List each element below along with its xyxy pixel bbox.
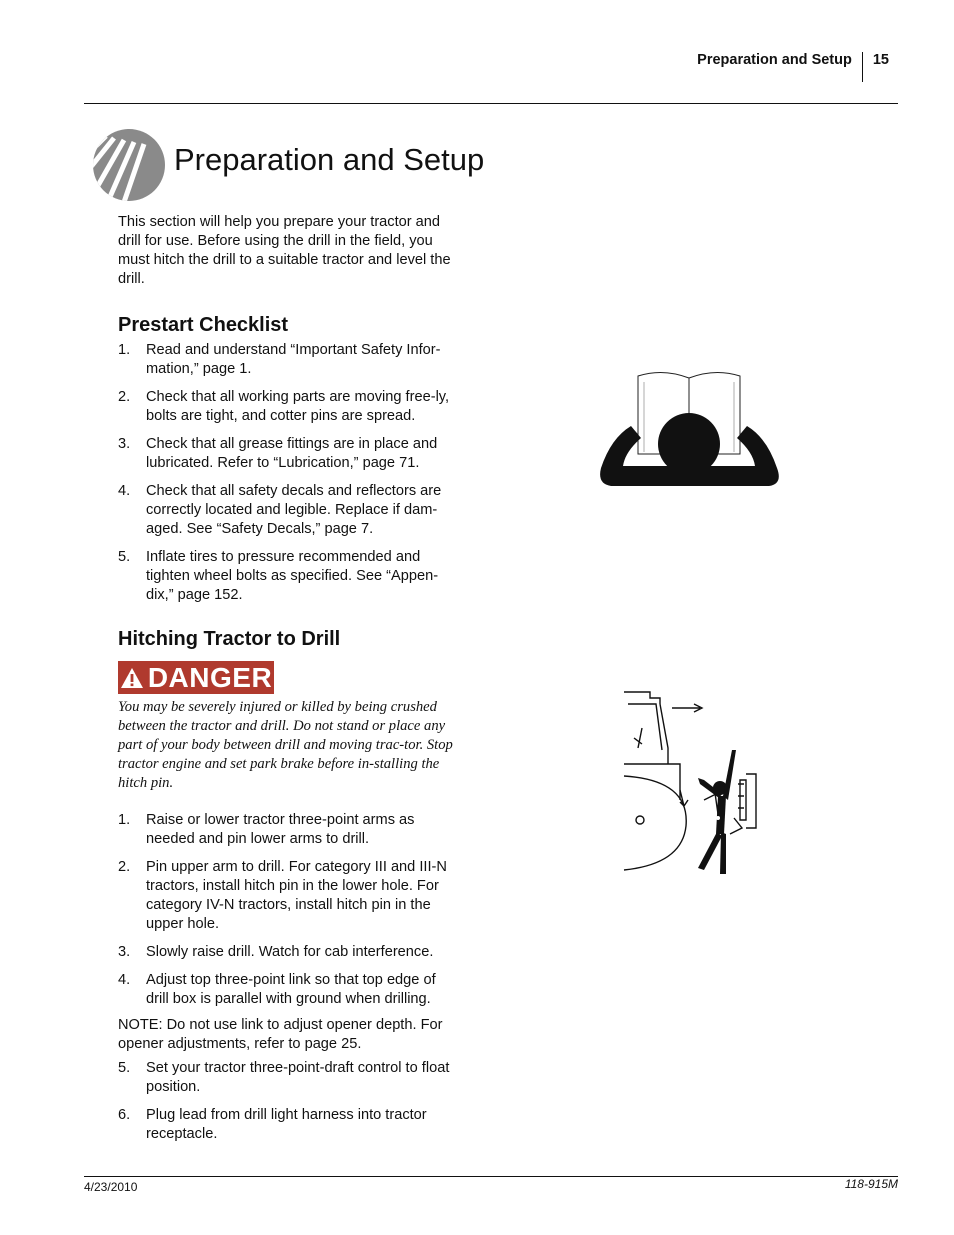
footer-date: 4/23/2010: [84, 1180, 138, 1194]
list-item: 3. Slowly raise drill. Watch for cab interference.: [118, 944, 434, 960]
intro-paragraph: This section will help you prepare your tractor and drill for use. Before using the drill in the field, you must hitch the drill to a suitable tractor and level the drill.: [118, 214, 451, 287]
running-header: [697, 52, 889, 82]
crush-hazard-illustration: [620, 688, 768, 878]
warning-triangle-icon: [120, 666, 144, 690]
danger-label: DANGER: [147, 661, 273, 693]
list-item: 2. Pin upper arm to drill. For category III and III-N tractors, install hitch pin in the lower hole. For category IV-N tractors, install hitch pin in the upper hole.: [118, 859, 447, 932]
hitching-steps-b: [118, 1059, 458, 1153]
header-separator: [862, 52, 863, 82]
prestart-list: [118, 341, 458, 614]
footer-rule: [84, 1176, 898, 1177]
list-item: 6. Plug lead from drill light harness into tractor receptacle.: [118, 1107, 427, 1142]
header-rule: [84, 103, 898, 104]
field-rows-icon: [92, 128, 166, 202]
list-item: 4. Adjust top three-point link so that top edge of drill box is parallel with ground when drilling.: [118, 972, 436, 1007]
danger-badge: [118, 661, 274, 694]
chapter-title: Preparation and Setup: [174, 142, 485, 177]
hitching-heading: Hitching Tractor to Drill: [118, 628, 341, 650]
hitching-steps-a: [118, 811, 458, 1018]
list-item: 1. Read and understand “Important Safety Infor-mation,” page 1.: [118, 342, 441, 377]
document-code: 118-915M: [844, 1177, 898, 1191]
list-item: 1. Raise or lower tractor three-point arms as needed and pin lower arms to drill.: [118, 812, 415, 847]
prestart-heading: Prestart Checklist: [118, 314, 289, 336]
list-item: 2. Check that all working parts are moving free-ly, bolts are tight, and cotter pins are spread.: [118, 389, 450, 424]
note-paragraph: NOTE: Do not use link to adjust opener depth. For opener adjustments, refer to page 25.: [118, 1017, 443, 1052]
list-item: 4. Check that all safety decals and reflectors are correctly located and legible. Replace if dam-aged. See “Safety Decals,” page 7.: [118, 483, 442, 537]
page-number: 15: [872, 52, 889, 68]
danger-message: You may be severely injured or killed by being crushed between the tractor and drill. Do not stand or place any part of your body between drill and moving trac-tor. Stop tractor engine and set park brake before in-stalling the hitch pin.: [118, 699, 453, 791]
list-item: 5. Set your tractor three-point-draft control to float position.: [118, 1060, 450, 1095]
list-item: 3. Check that all grease fittings are in place and lubricated. Refer to “Lubrication,” page 71.: [118, 436, 438, 471]
read-manual-illustration: [597, 368, 781, 494]
running-header-section: Preparation and Setup: [697, 52, 852, 68]
list-item: 5. Inflate tires to pressure recommended and tighten wheel bolts as specified. See “Appen-dix,” page 152.: [118, 549, 439, 603]
